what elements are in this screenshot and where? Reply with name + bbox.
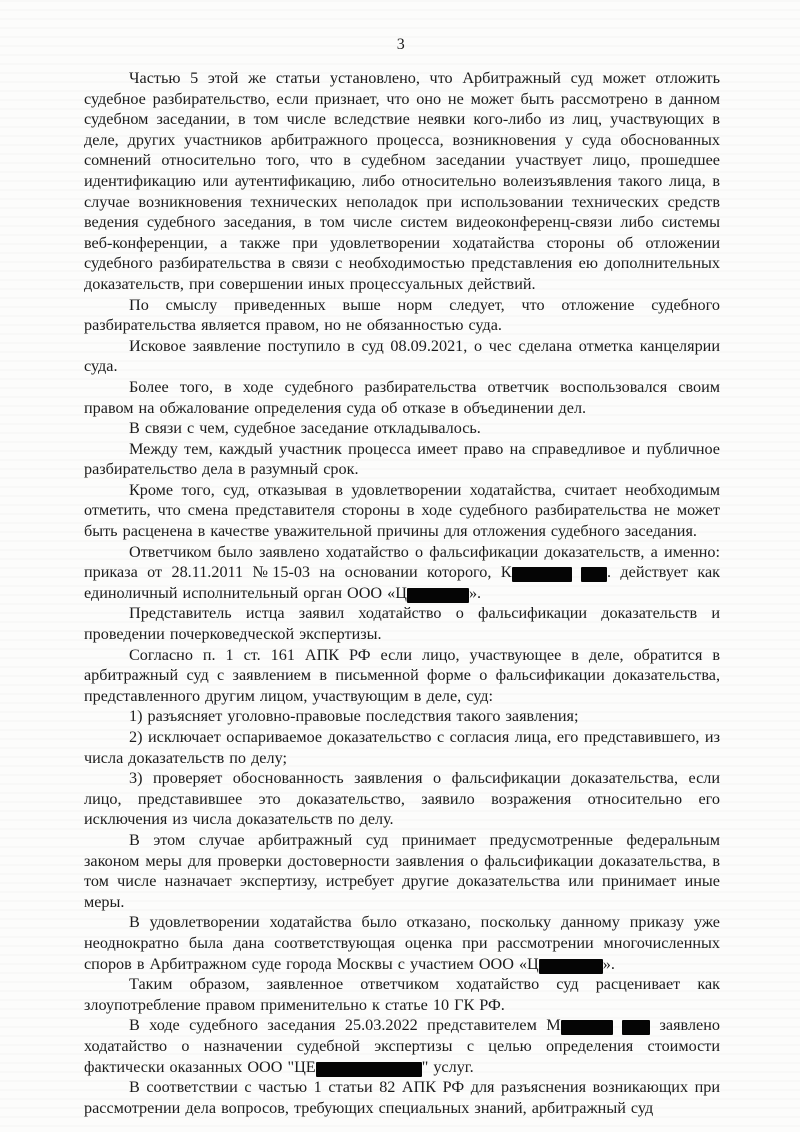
paragraph: По смыслу приведенных выше норм следует, что отложение судебного разбирательства является правом, но не обязанностью суда.: [84, 295, 720, 335]
redaction-box: [561, 1020, 613, 1035]
paragraph: 3) проверяет обоснованность заявления о фальсификации доказательства, если лицо, представившее это доказательство, заявило возражения относительно его исключения из числа доказательств по делу.: [84, 769, 720, 829]
paragraph: В соответствии с частью 1 статьи 82 АПК РФ для разъяснения возникающих при рассмотрении дела вопросов, требующих специальных знаний, арбитражный суд: [84, 1078, 720, 1117]
paragraph: Частью 5 этой же статьи установлено, что Арбитражный суд может отложить судебное разбирательство, если признает, что оно не может быть рассмотрено в данном судебном заседании, в том числе вследствие неявки кого-либо из лиц, участвующих в деле, других участников арбитражного процесса, возникновения у суда обоснованных сомнений относительно того, что в судебном заседании участвует лицо, прошедшее идентификацию или аутентификацию, либо относительно волеизъявления такого лица, в случае возникновения технических неполадок при использовании технических средств ведения судебного заседания, в том числе систем видеоконференц-связи либо системы веб-конференции, а также при удовлетворении ходатайства стороны об отложении судебного разбирательства в связи с необходимостью представления ею дополнительных доказательств, при совершении иных процессуальных действий.: [84, 69, 720, 293]
page-number: 3: [396, 36, 406, 53]
paragraph: В удовлетворении ходатайства было отказано, поскольку данному приказу уже неоднократно была дана соответствующая оценка при рассмотрении многочисленных споров в Арбитражном суде города Москвы с участием ООО «Ц ».: [84, 913, 720, 973]
paragraph: 2) исключает оспариваемое доказательство с согласия лица, его представившего, из числа доказательств по делу;: [84, 728, 720, 767]
paragraph: Более того, в ходе судебного разбирательства ответчик воспользовался своим правом на обжалование определения суда об отказе в объединении дел.: [84, 377, 720, 417]
paragraph: В этом случае арбитражный суд принимает предусмотренные федеральным законом меры для проверки достоверности заявления о фальсификации доказательства, в том числе назначает экспертизу, истребует другие доказательства или принимает иные меры.: [84, 830, 720, 911]
redaction-box: [512, 567, 572, 582]
paragraph: Между тем, каждый участник процесса имеет право на справедливое и публичное разбирательство дела в разумный срок.: [84, 439, 720, 479]
paragraph: Представитель истца заявил ходатайство о фальсификации доказательств и проведении почерковедческой экспертизы.: [84, 604, 720, 644]
redaction-box: [539, 959, 603, 974]
redaction-box: [316, 1062, 422, 1077]
redaction-box: [622, 1020, 650, 1035]
paragraph: В ходе судебного заседания 25.03.2022 представителем М заявлено ходатайство о назначении судебной экспертизы с целью определения стоимости фактически оказанных ООО "ЦЕ " услуг.: [84, 1016, 720, 1076]
paragraph: Исковое заявление поступило в суд 08.09.2021, о чес сделана отметка канцелярии суда.: [84, 336, 720, 376]
paragraph: В связи с чем, судебное заседание откладывалось.: [129, 419, 481, 438]
document-body: [84, 68, 720, 1118]
paragraph: Ответчиком было заявлено ходатайство о фальсификации доказательств, а именно: приказа от 28.11.2011 №15-03 на основании которого, К . действует как единоличный исполнительный орган ООО «Ц ».: [84, 542, 720, 602]
paragraph: 1) разъясняет уголовно-правовые последствия такого заявления;: [129, 707, 579, 726]
redaction-box: [581, 567, 607, 582]
paragraph: Согласно п. 1 ст. 161 АПК РФ если лицо, участвующее в деле, обратится в арбитражный суд с заявлением в письменной форме о фальсификации доказательства, представленного другим лицом, участвующим в деле, суд:: [84, 645, 720, 705]
redaction-box: [407, 588, 469, 603]
paragraph: Кроме того, суд, отказывая в удовлетворении ходатайства, считает необходимым отметить, что смена представителя стороны в ходе судебного разбирательства не может быть расценена в качестве уважительной причины для отложения судебного заседания.: [84, 480, 720, 541]
paragraph: Таким образом, заявленное ответчиком ходатайство суд расценивает как злоупотребление правом применительно к статье 10 ГК РФ.: [84, 975, 720, 1014]
